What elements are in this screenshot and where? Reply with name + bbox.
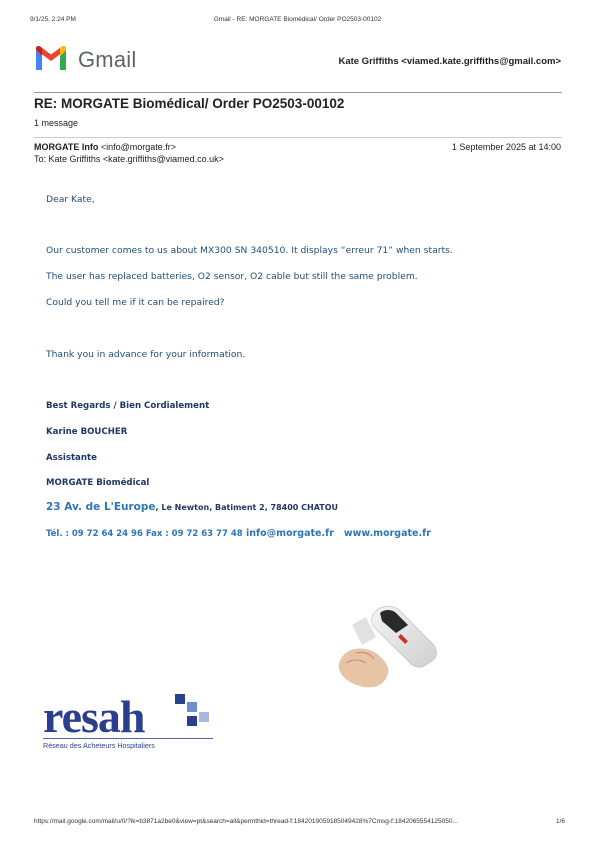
gmail-logo-icon [34,46,68,72]
recipient: To: Kate Griffiths <kate.griffiths@viamed.co.uk> [34,154,224,164]
resah-logo-image [43,688,213,752]
signature-contact [46,528,431,539]
address-main[interactable]: 23 Av. de L'Europe [46,501,156,513]
divider [34,92,562,93]
signature-role: Assistante [46,453,97,463]
sender-name: MORGATE Info [34,142,99,152]
body-paragraph: Our customer comes to us about MX300 SN 340510. It displays “erreur 71” when starts. [46,245,453,256]
email-date: 1 September 2025 at 14:00 [451,142,561,152]
sender[interactable] [34,142,176,152]
page-number: 1/6 [555,818,565,825]
gmail-brand-text: Gmail [78,47,137,72]
print-datetime: 9/1/25, 2:24 PM [30,16,76,23]
print-url: https://mail.google.com/mail/u/0/?ik=b3871a2be0&view=pt&search=all&permthid=thread-f:1842019059185049428%7Cmsg-f:1842065554125050... [34,818,458,825]
body-paragraph: Thank you in advance for your information. [46,349,246,360]
website-link[interactable]: www.morgate.fr [343,528,431,539]
body-paragraph: The user has replaced batteries, O2 sensor, O2 cable but still the same problem. [46,271,418,282]
signature-address [46,501,338,513]
phone-fax: Tél. : 09 72 64 24 96 Fax : 09 72 63 77 48 [46,529,243,539]
pulse-oximeter-image [336,603,440,695]
email-link[interactable]: info@morgate.fr [245,528,334,539]
sign-off: Best Regards / Bien Cordialement [46,401,210,411]
svg-text:Réseau des Acheteurs Hospitali: Réseau des Acheteurs Hospitaliers [43,741,155,750]
message-count: 1 message [34,118,79,128]
body-paragraph: Could you tell me if it can be repaired? [46,297,225,308]
email-subject: RE: MORGATE Biomédical/ Order PO2503-00102 [34,96,345,111]
account-email: Kate Griffiths <viamed.kate.griffiths@gmail.com> [338,56,561,67]
divider [34,137,562,138]
greeting: Dear Kate, [46,194,95,205]
svg-text:resah: resah [43,691,145,742]
address-rest: , Le Newton, Batiment 2, 78400 CHATOU [155,503,339,512]
signature-company: MORGATE Biomédical [46,478,150,488]
signature-name: Karine BOUCHER [46,427,128,437]
sender-address: <info@morgate.fr> [100,142,177,152]
print-page-title: Gmail - RE: MORGATE Biomédical/ Order PO2503-00102 [213,16,382,23]
